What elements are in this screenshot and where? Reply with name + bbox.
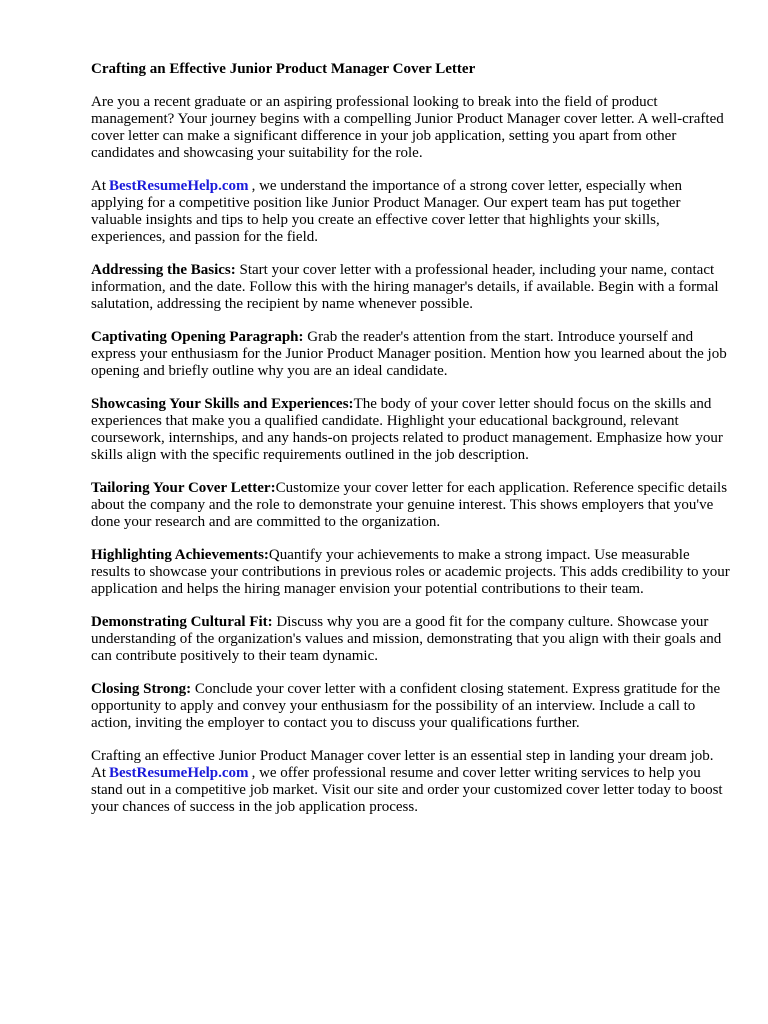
section-achievements bbox=[91, 547, 731, 598]
section-body: Customize your cover letter for each application. Reference specific details about the company and the role to demonstrate your genuine interest. This shows employers that you've done your research and are committed to the organization. bbox=[91, 480, 728, 530]
site-paragraph-before: At bbox=[91, 178, 106, 194]
closing-paragraph bbox=[91, 748, 731, 816]
site-link[interactable]: BestResumeHelp.com bbox=[109, 765, 249, 781]
section-heading: Tailoring Your Cover Letter: bbox=[91, 480, 276, 496]
section-body: The body of your cover letter should focus on the skills and experiences that make you a qualified candidate. Highlight your educational background, relevant coursework, internships, and any hands-on projects related to product management. Emphasize how your skills align with the specific requirements outlined in the job description. bbox=[91, 396, 723, 463]
closing-paragraph-after: , we offer professional resume and cover letter writing services to help you stand out in a competitive job market. Visit our site and order your customized cover letter today to boost your chances of success in the job application process. bbox=[91, 765, 723, 815]
section-body: Quantify your achievements to make a strong impact. Use measurable results to showcase your contributions in previous roles or academic projects. This adds credibility to your application and helps the hiring manager envision your potential contributions to their team. bbox=[91, 547, 730, 597]
section-body: Conclude your cover letter with a confident closing statement. Express gratitude for the opportunity to apply and convey your enthusiasm for the possibility of an interview. Include a call to action, inviting the employer to contact you to discuss your qualifications further. bbox=[91, 681, 721, 731]
section-opening-paragraph bbox=[91, 329, 731, 380]
site-paragraph bbox=[91, 178, 731, 246]
document-title: Crafting an Effective Junior Product Manager Cover Letter bbox=[91, 61, 476, 77]
section-heading: Highlighting Achievements: bbox=[91, 547, 269, 563]
section-cultural-fit bbox=[91, 614, 731, 665]
section-heading: Closing Strong: bbox=[91, 681, 192, 697]
section-addressing-basics bbox=[91, 262, 731, 313]
section-body: Start your cover letter with a professional header, including your name, contact information, and the date. Follow this with the hiring manager's details, if available. Begin with a formal salutation, addressing the recipient by name whenever possible. bbox=[91, 262, 719, 312]
section-heading: Addressing the Basics: bbox=[91, 262, 236, 278]
site-paragraph-after: , we understand the importance of a strong cover letter, especially when applying for a competitive position like Junior Product Manager. Our expert team has put together valuable insights and tips to help you create an effective cover letter that highlights your skills, experiences, and passion for the field. bbox=[91, 178, 683, 245]
section-tailoring bbox=[91, 480, 731, 531]
section-heading: Captivating Opening Paragraph: bbox=[91, 329, 304, 345]
closing-paragraph-before: Crafting an effective Junior Product Manager cover letter is an essential step in landing your dream job. At bbox=[91, 748, 714, 781]
section-closing-strong bbox=[91, 681, 731, 732]
section-skills-experiences bbox=[91, 396, 731, 464]
intro-paragraph: Are you a recent graduate or an aspiring professional looking to break into the field of product management? Your journey begins with a compelling Junior Product Manager cover letter. A well-crafted cover letter can make a significant difference in your job application, setting you apart from other candidates and showcasing your suitability for the role. bbox=[91, 94, 724, 161]
site-link[interactable]: BestResumeHelp.com bbox=[109, 178, 249, 194]
section-heading: Demonstrating Cultural Fit: bbox=[91, 614, 273, 630]
section-body: Grab the reader's attention from the start. Introduce yourself and express your enthusiasm for the Junior Product Manager position. Mention how you learned about the job opening and briefly outline why you are an ideal candidate. bbox=[91, 329, 727, 379]
document-page bbox=[91, 60, 731, 832]
section-heading: Showcasing Your Skills and Experiences: bbox=[91, 396, 354, 412]
section-body: Discuss why you are a good fit for the company culture. Showcase your understanding of the organization's values and mission, demonstrating that you align with their goals and can contribute positively to their team dynamic. bbox=[91, 614, 722, 664]
